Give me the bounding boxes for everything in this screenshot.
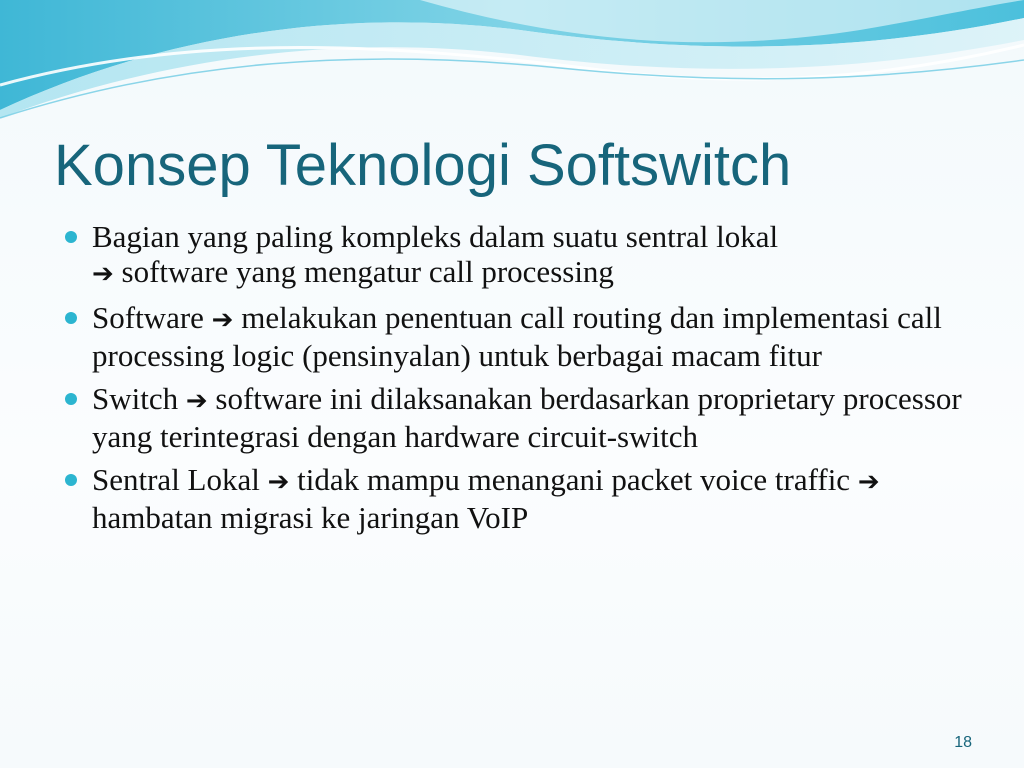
bullet-item xyxy=(62,300,982,373)
bullet-item xyxy=(62,462,982,535)
bullet-text: Switch xyxy=(92,381,179,416)
page-number: 18 xyxy=(954,734,972,751)
bullet-text: Sentral Lokal xyxy=(92,462,260,497)
right-arrow-icon: ➔ xyxy=(185,386,208,416)
bullet-text: Bagian yang paling kompleks dalam suatu sentral lokal xyxy=(92,219,779,254)
bullet-text: software yang mengatur call processing xyxy=(121,254,614,289)
right-arrow-icon: ➔ xyxy=(92,259,114,289)
bullet-item xyxy=(62,219,982,292)
bullet-list xyxy=(62,219,982,543)
right-arrow-icon: ➔ xyxy=(857,467,880,497)
bullet-text: Software xyxy=(92,300,204,335)
bullet-text: hambatan migrasi ke jaringan VoIP xyxy=(92,500,529,535)
bullet-text: melakukan penentuan call routing dan implementasi call processing logic (pensinyalan) untuk berbagai macam fitur xyxy=(92,300,942,373)
bullet-text: tidak mampu menangani packet voice traffic xyxy=(297,462,851,497)
right-arrow-icon: ➔ xyxy=(267,467,290,497)
bullet-dot-icon xyxy=(65,393,77,405)
slide-title: Konsep Teknologi Softswitch xyxy=(54,133,792,198)
header-wave-decoration xyxy=(0,0,1024,130)
bullet-dot-icon xyxy=(65,474,77,486)
bullet-dot-icon xyxy=(65,312,77,324)
bullet-item xyxy=(62,381,982,454)
bullet-dot-icon xyxy=(65,231,77,243)
right-arrow-icon: ➔ xyxy=(211,305,234,335)
bullet-text: software ini dilaksanakan berdasarkan proprietary processor yang terintegrasi dengan hardware circuit-switch xyxy=(92,381,962,454)
